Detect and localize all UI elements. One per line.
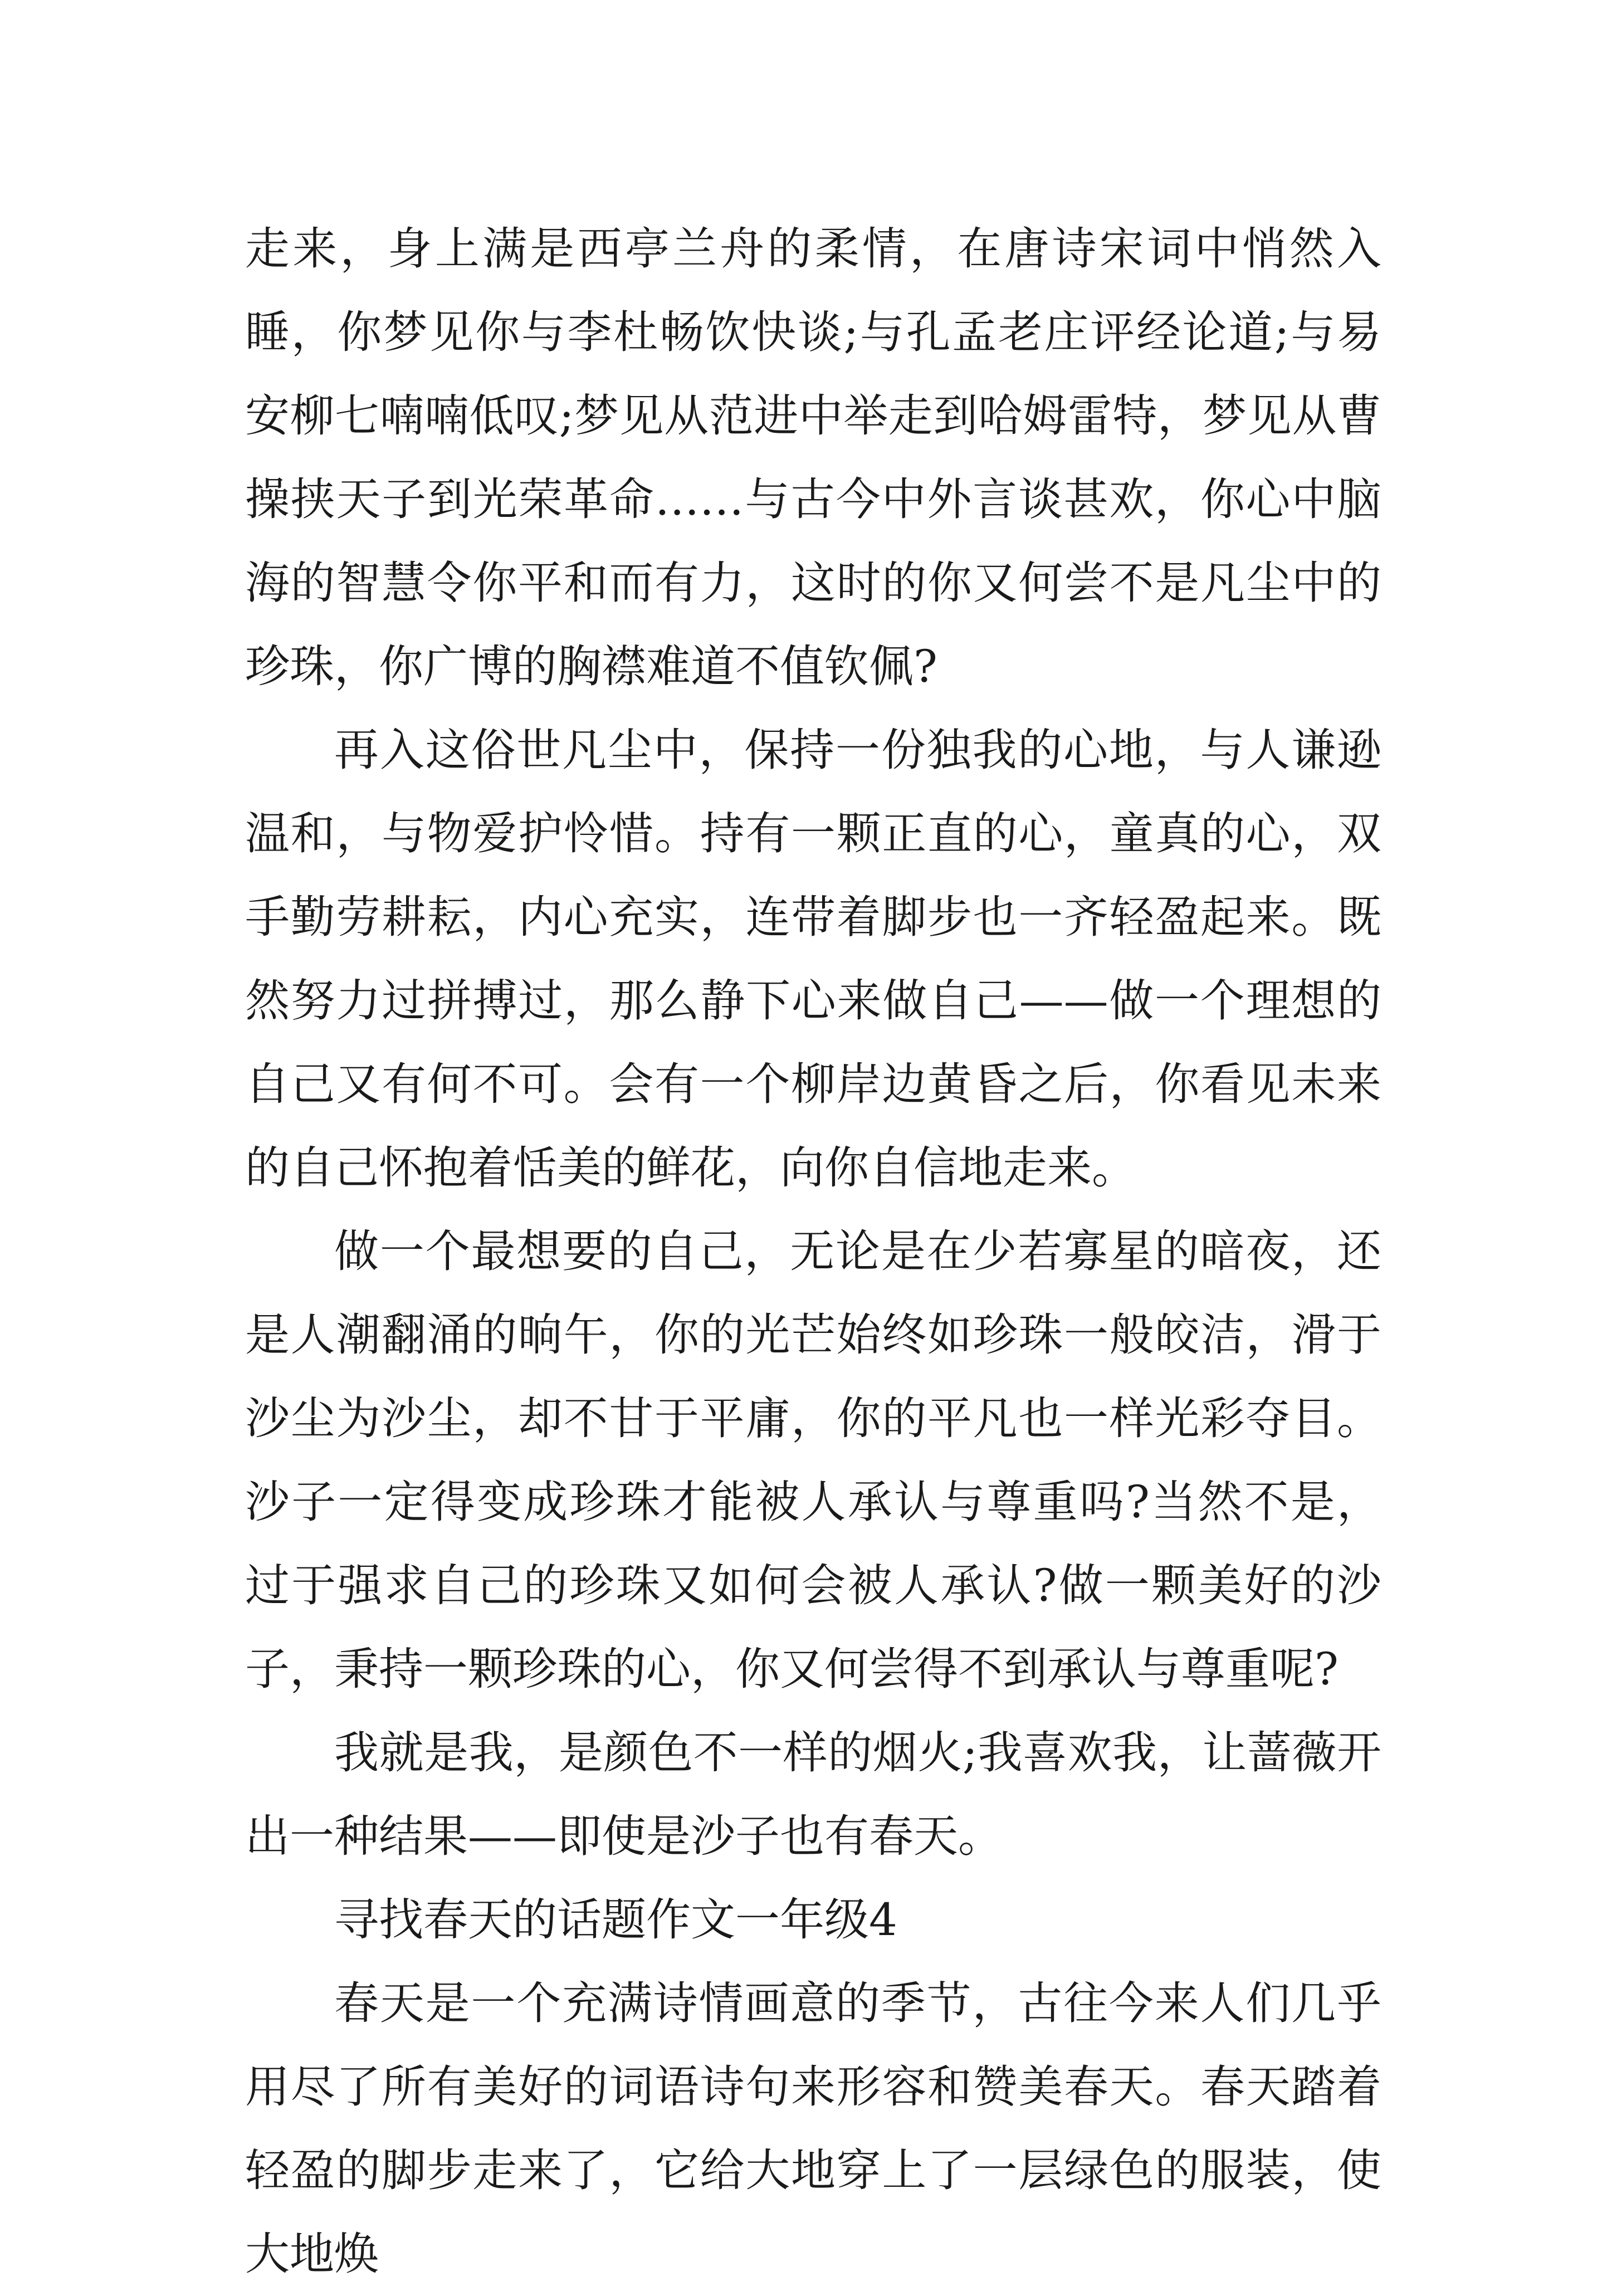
paragraph-5: 春天是一个充满诗情画意的季节，古往今来人们几乎用尽了所有美好的词语诗句来形容和赞美春天。春天踏着轻盈的脚步走来了，它给大地穿上了一层绿色的服装，使大地焕 — [245, 1977, 1381, 2280]
paragraph-4: 我就是我，是颜色不一样的烟火;我喜欢我，让蔷薇开出一种结果——即使是沙子也有春天。 — [245, 1727, 1381, 1862]
section-heading: 寻找春天的话题作文一年级4 — [334, 1894, 897, 1946]
paragraph-1: 走来，身上满是西亭兰舟的柔情，在唐诗宋词中悄然入睡，你梦见你与李杜畅饮快谈;与孔孟老庄评经论道;与易安柳七喃喃低叹;梦见从范进中举走到哈姆雷特，梦见从曹操挟天子到光荣革命……与古今中外言谈甚欢，你心中脑海的智慧令你平和而有力，这时的你又何尝不是凡尘中的珍珠，你广博的胸襟难道不值钦佩? — [245, 223, 1381, 692]
body-text — [245, 207, 1381, 2296]
paragraph-2: 再入这俗世凡尘中，保持一份独我的心地，与人谦逊温和，与物爱护怜惜。持有一颗正直的心，童真的心，双手勤劳耕耘，内心充实，连带着脚步也一齐轻盈起来。既然努力过拼搏过，那么静下心来做自己——做一个理想的自己又有何不可。会有一个柳岸边黄昏之后，你看见未来的自己怀抱着恬美的鲜花，向你自信地走来。 — [245, 724, 1381, 1194]
paragraph-3: 做一个最想要的自己，无论是在少若寡星的暗夜，还是人潮翻涌的晌午，你的光芒始终如珍珠一般皎洁，滑于沙尘为沙尘，却不甘于平庸，你的平凡也一样光彩夺目。沙子一定得变成珍珠才能被人承认与尊重吗?当然不是，过于强求自己的珍珠又如何会被人承认?做一颗美好的沙子，秉持一颗珍珠的心，你又何尝得不到承认与尊重呢? — [245, 1225, 1381, 1695]
